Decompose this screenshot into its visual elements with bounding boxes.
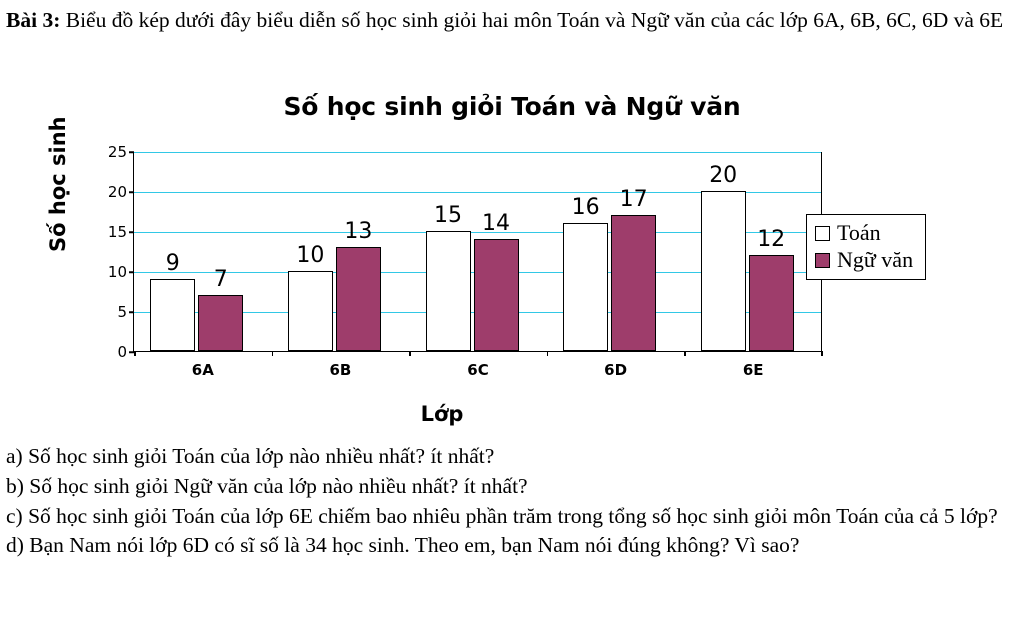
- bar-value-label: 9: [165, 251, 180, 276]
- y-axis-tick-mark: [129, 271, 134, 273]
- bar-chart: [0, 84, 1024, 434]
- bar-value-label: 16: [571, 195, 600, 220]
- problem-statement: [6, 6, 1016, 36]
- x-axis-tick-mark: [134, 351, 136, 356]
- bar-value-label: 20: [709, 163, 738, 188]
- bar-6D-toan: [563, 223, 608, 351]
- y-axis-tick-label: 15: [107, 223, 127, 241]
- bar-6B-toan: [288, 271, 333, 351]
- question-item: c) Số học sinh giỏi Toán của lớp 6E chiếm bao nhiêu phần trăm trong tổng số học sinh giỏi môn Toán của cả 5 lớp?: [6, 503, 998, 528]
- x-axis-tick-label: 6E: [742, 361, 764, 379]
- bar-value-label: 14: [482, 211, 510, 236]
- bar-6A-toan: [150, 279, 195, 351]
- legend-item: [815, 221, 913, 245]
- legend-item: [815, 248, 913, 272]
- question-item: b) Số học sinh giỏi Ngữ văn của lớp nào nhiều nhất? ít nhất?: [6, 473, 528, 498]
- x-axis-label: Lớp: [420, 402, 464, 426]
- bar-6E-nguvan: [749, 255, 794, 351]
- problem-label: Bài 3:: [6, 8, 61, 32]
- bar-6E-toan: [701, 191, 746, 351]
- bar-value-label: 12: [757, 227, 786, 252]
- problem-text: Biểu đồ kép dưới đây biểu diễn số học sinh giỏi hai môn Toán và Ngữ văn của các lớp 6A, 6B, 6C, 6D và 6E: [60, 8, 1004, 32]
- bar-6C-toan: [426, 231, 471, 351]
- bar-6D-nguvan: [611, 215, 656, 351]
- y-axis-tick-mark: [129, 311, 134, 313]
- y-axis-tick-label: 20: [107, 183, 127, 201]
- y-axis-tick-label: 0: [117, 343, 127, 361]
- x-axis-tick-label: 6D: [604, 361, 628, 379]
- plot-inner: [107, 143, 821, 379]
- x-axis-tick-label: 6A: [191, 361, 214, 379]
- y-axis-tick-mark: [129, 191, 134, 193]
- y-axis-tick-label: 5: [117, 303, 127, 321]
- gridline: [134, 152, 821, 153]
- bar-value-label: 10: [296, 243, 325, 268]
- x-axis-tick-label: 6B: [329, 361, 352, 379]
- chart-legend: [806, 214, 926, 280]
- x-axis-tick-mark: [272, 351, 274, 356]
- bar-value-label: 17: [619, 187, 648, 212]
- legend-label: Toán: [837, 220, 881, 245]
- bar-6C-nguvan: [474, 239, 519, 351]
- bar-6A-nguvan: [198, 295, 243, 351]
- legend-swatch-icon: [815, 253, 830, 268]
- bar-value-label: 15: [434, 203, 462, 228]
- x-axis-tick-mark: [547, 351, 549, 356]
- y-axis-label: Số học sinh: [46, 116, 70, 252]
- question-item: a) Số học sinh giỏi Toán của lớp nào nhiều nhất? ít nhất?: [6, 444, 495, 468]
- y-axis-tick-mark: [129, 231, 134, 233]
- plot-area: [107, 143, 821, 379]
- chart-title: Số học sinh giỏi Toán và Ngữ văn: [283, 92, 741, 121]
- bar-value-label: 13: [344, 219, 373, 244]
- bar-6B-nguvan: [336, 247, 381, 351]
- bar-value-label: 7: [213, 267, 228, 292]
- y-axis-tick-label: 10: [107, 263, 127, 281]
- legend-swatch-icon: [815, 226, 830, 241]
- y-axis-tick-label: 25: [107, 143, 127, 161]
- y-axis-tick-mark: [129, 151, 134, 153]
- x-axis-tick-mark: [684, 351, 686, 356]
- x-axis-tick-mark: [821, 351, 823, 356]
- questions-list: [6, 442, 1018, 561]
- x-axis-tick-mark: [409, 351, 411, 356]
- legend-label: Ngữ văn: [837, 247, 914, 273]
- question-item: d) Bạn Nam nói lớp 6D có sĩ số là 34 học sinh. Theo em, bạn Nam nói đúng không? Vì sao?: [6, 533, 800, 558]
- x-axis-tick-label: 6C: [467, 361, 489, 379]
